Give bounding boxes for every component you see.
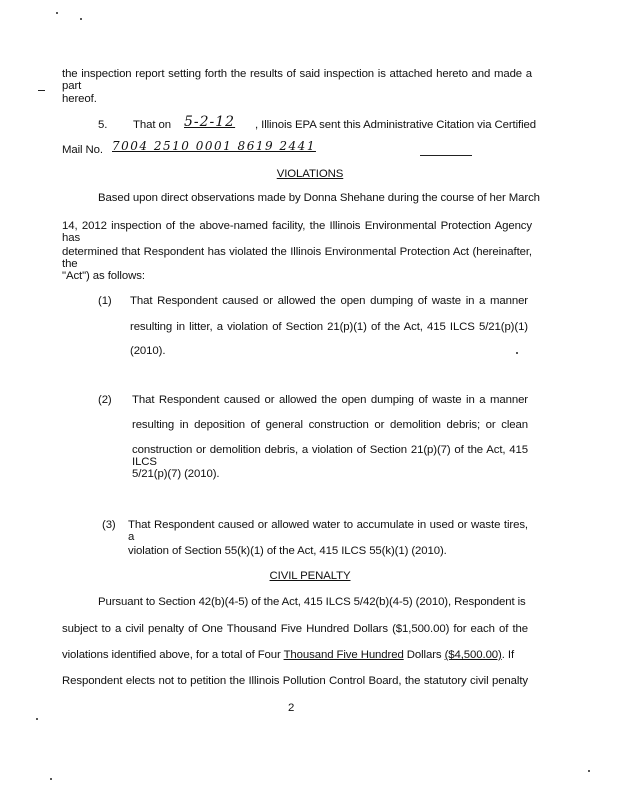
violation-item-line: 5/21(p)(7) (2010).: [132, 468, 220, 480]
scan-speck: [36, 718, 38, 720]
scan-speck: [516, 352, 518, 354]
violations-intro-line-3: determined that Respondent has violated the Illinois Environmental Protection Act (hereinafter, the: [62, 246, 532, 270]
violations-intro-line-4: "Act") as follows:: [62, 270, 145, 282]
violation-item-line: resulting in litter, a violation of Section 21(p)(1) of the Act, 415 ILCS 5/21(p)(1): [130, 321, 528, 333]
para5-mail-label: Mail No.: [62, 144, 103, 156]
violation-item-line: (2010).: [130, 345, 166, 357]
para5-after-date: , Illinois EPA sent this Administrative Citation via Certified: [255, 119, 537, 131]
mail-number-blank-line: [420, 155, 472, 156]
scan-speck: [588, 770, 590, 772]
violation-item-line: That Respondent caused or allowed the open dumping of waste in a manner: [132, 394, 528, 406]
civil-penalty-line-3: [62, 649, 514, 661]
intro-line-2: hereof.: [62, 93, 97, 105]
violation-item-line: That Respondent caused or allowed the open dumping of waste in a manner: [130, 295, 528, 307]
violation-item-line: construction or demolition debris, a violation of Section 21(p)(7) of the Act, 415 ILCS: [132, 444, 528, 468]
page-number: 2: [288, 702, 295, 714]
civil-penalty-total-amount: ($4,500.00): [444, 649, 502, 661]
violations-intro-line-2: 14, 2012 inspection of the above-named facility, the Illinois Environmental Protection Agency has: [62, 220, 532, 244]
civil-penalty-amount-words: Thousand Five Hundred: [283, 649, 404, 661]
civil-penalty-line-4: Respondent elects not to petition the Illinois Pollution Control Board, the statutory civil penalty: [62, 675, 528, 687]
violation-item-line: resulting in deposition of general construction or demolition debris; or clean: [132, 419, 528, 431]
scan-speck: [56, 12, 58, 14]
scan-speck: [80, 18, 82, 20]
scan-mark: [38, 90, 45, 91]
civil-penalty-line-3-end: . If: [501, 649, 515, 661]
para5-number: 5.: [98, 119, 108, 131]
scan-speck: [50, 778, 52, 780]
violation-item-number: (2): [98, 394, 112, 406]
violation-item-number: (1): [98, 295, 112, 307]
violation-item-line: violation of Section 55(k)(1) of the Act, 415 ILCS 55(k)(1) (2010).: [128, 545, 447, 557]
civil-penalty-line-1: Pursuant to Section 42(b)(4-5) of the Act, 415 ILCS 5/42(b)(4-5) (2010), Respondent is: [98, 596, 526, 608]
violations-intro-line-1: Based upon direct observations made by Donna Shehane during the course of her March: [98, 192, 540, 204]
para5-that-on: That on: [133, 119, 171, 131]
civil-penalty-heading: CIVIL PENALTY: [269, 570, 351, 582]
intro-line-1: the inspection report setting forth the results of said inspection is attached hereto and made a part: [62, 68, 532, 92]
para5-mail-number-handwritten: 7004 2510 0001 8619 2441: [112, 139, 316, 153]
civil-penalty-line-3-start: violations identified above, for a total of Four: [62, 649, 284, 661]
violation-item-line: That Respondent caused or allowed water to accumulate in used or waste tires, a: [128, 519, 528, 543]
civil-penalty-line-3-middle: Dollars: [403, 649, 445, 661]
civil-penalty-line-2: subject to a civil penalty of One Thousand Five Hundred Dollars ($1,500.00) for each of the: [62, 623, 528, 635]
violation-item-number: (3): [102, 519, 116, 531]
para5-date-handwritten: 5-2-12: [184, 114, 236, 130]
violations-heading: VIOLATIONS: [276, 168, 344, 180]
